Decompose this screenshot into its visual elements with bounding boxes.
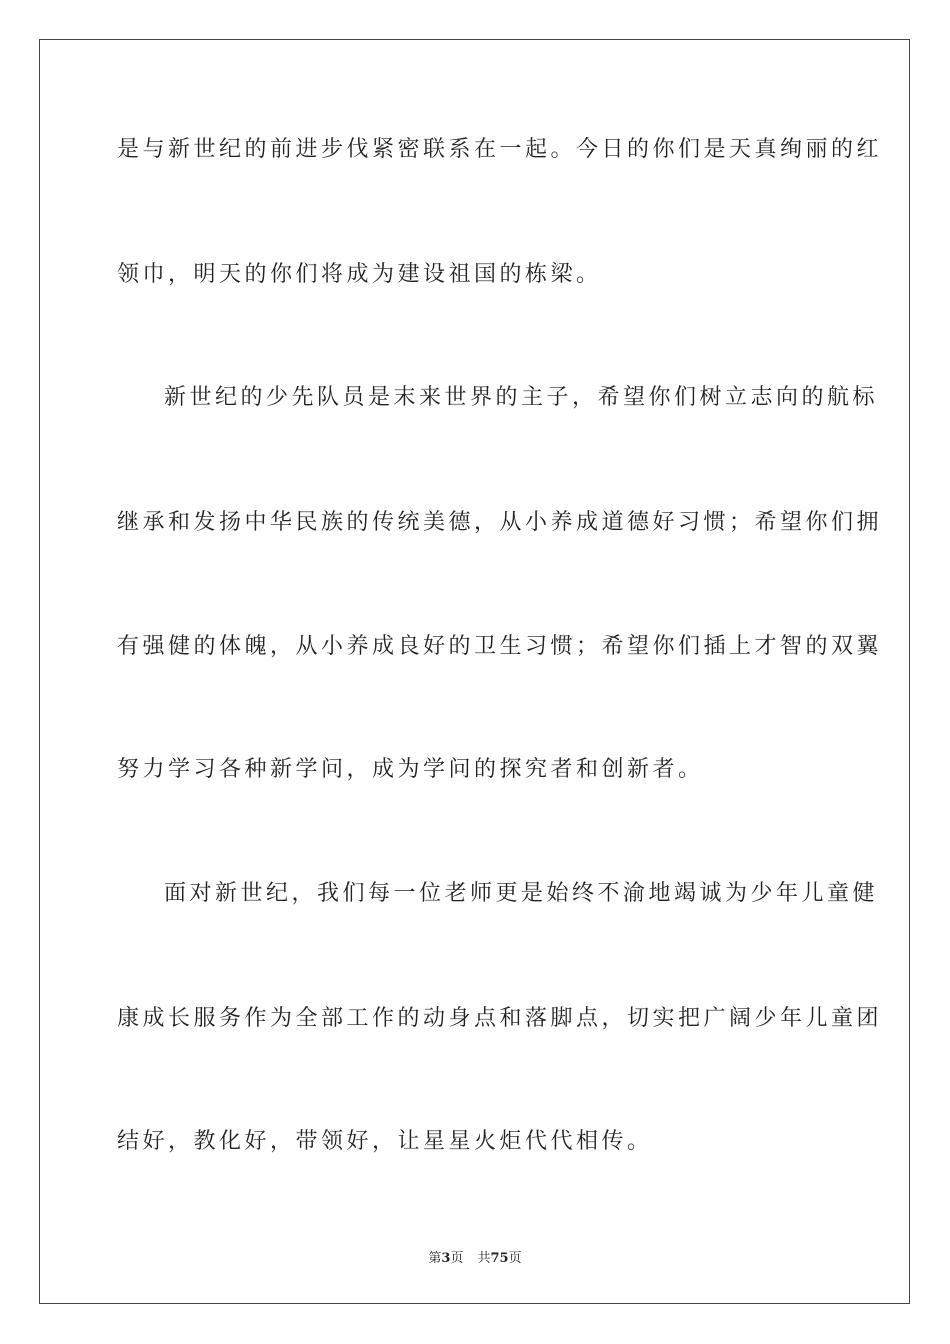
page-number: 3 [441, 1251, 451, 1266]
text-line-9: 结好，教化好，带领好，让星星火炬代代相传。 [117, 1129, 653, 1154]
page-suffix: 页 [450, 1251, 464, 1266]
total-pages: 75 [490, 1251, 509, 1266]
text-line-4: 继承和发扬中华民族的传统美德，从小养成道德好习惯；希望你们拥 [117, 510, 883, 535]
text-line-6: 努力学习各种新学问，成为学问的探究者和创新者。 [117, 757, 704, 782]
page-footer [0, 1247, 950, 1266]
text-line-1: 是与新世纪的前进步伐紧密联系在一起。今日的你们是天真绚丽的红 [117, 137, 883, 162]
text-line-7: 面对新世纪，我们每一位老师更是始终不渝地竭诚为少年儿童健 [164, 881, 879, 906]
page-prefix: 第 [428, 1251, 442, 1266]
text-line-3: 新世纪的少先队员是末来世界的主子，希望你们树立志向的航标 [164, 385, 879, 410]
text-line-8: 康成长服务作为全部工作的动身点和落脚点，切实把广阔少年儿童团 [117, 1006, 883, 1031]
page-frame [39, 39, 910, 1304]
text-line-2: 领巾，明天的你们将成为建设祖国的栋梁。 [117, 262, 602, 287]
text-line-5: 有强健的体魄，从小养成良好的卫生习惯；希望你们插上才智的双翼 [117, 634, 883, 659]
total-prefix: 共 [477, 1251, 491, 1266]
total-suffix: 页 [508, 1251, 522, 1266]
